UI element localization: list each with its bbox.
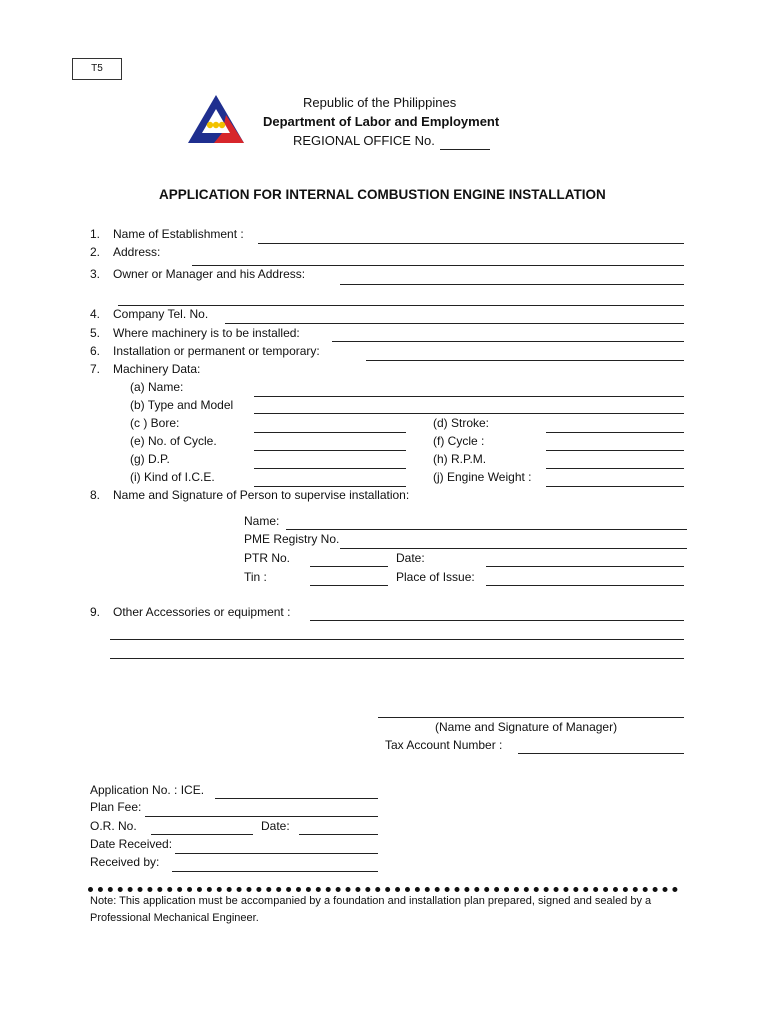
dole-logo — [186, 93, 246, 145]
label-establishment: Name of Establishment : — [113, 227, 244, 241]
tax-account-field[interactable] — [518, 753, 684, 754]
label-tel: Company Tel. No. — [113, 307, 209, 321]
or-date-field[interactable] — [299, 834, 378, 835]
label-owner: Owner or Manager and his Address: — [113, 267, 306, 281]
form-code-box — [72, 58, 122, 80]
establishment-field[interactable] — [258, 243, 684, 244]
accessories-field-3[interactable] — [110, 658, 684, 659]
no-of-cycle-field[interactable] — [254, 450, 406, 451]
machine-name-field[interactable] — [254, 396, 684, 397]
item-number: 9. — [90, 605, 101, 619]
label-machinery-data: Machinery Data: — [113, 362, 201, 376]
label-stroke: (d) Stroke: — [433, 416, 490, 430]
application-no-field[interactable] — [215, 798, 378, 799]
plan-fee-field[interactable] — [145, 816, 378, 817]
item-number: 5. — [90, 326, 101, 340]
accessories-field[interactable] — [310, 620, 684, 621]
label-supervisor: Name and Signature of Person to supervise installation: — [113, 488, 410, 502]
logo-dot — [219, 122, 225, 128]
item-number: 4. — [90, 307, 101, 321]
received-by-field[interactable] — [172, 871, 378, 872]
label-dp: (g) D.P. — [130, 452, 170, 466]
form-code: T5 — [91, 63, 103, 74]
bore-field[interactable] — [254, 432, 406, 433]
tel-field[interactable] — [225, 323, 684, 324]
supervisor-name-field[interactable] — [286, 529, 687, 530]
item-number: 3. — [90, 267, 101, 281]
label-ptr-no: PTR No. — [244, 551, 291, 565]
item-number: 6. — [90, 344, 101, 358]
item-number: 2. — [90, 245, 101, 259]
regional-office-field[interactable] — [440, 149, 490, 150]
ptr-date-field[interactable] — [486, 566, 684, 567]
header-department: Department of Labor and Employment — [263, 114, 500, 129]
owner-field[interactable] — [340, 284, 684, 285]
label-place-of-issue: Place of Issue: — [396, 570, 475, 584]
tin-field[interactable] — [310, 585, 388, 586]
label-machine-name: (a) Name: — [130, 380, 184, 394]
header-regional-office: REGIONAL OFFICE No. — [293, 133, 435, 148]
label-machinery-location: Where machinery is to be installed: — [113, 326, 300, 340]
cycle-field[interactable] — [546, 450, 684, 451]
label-or-date: Date: — [261, 819, 290, 833]
label-pme-registry: PME Registry No. — [244, 532, 340, 546]
label-accessories: Other Accessories or equipment : — [113, 605, 291, 619]
item-number: 8. — [90, 488, 101, 502]
machinery-location-field[interactable] — [332, 341, 684, 342]
label-bore: (c ) Bore: — [130, 416, 180, 430]
footer-note: Note: This application must be accompanied by a foundation and installation plan prepared, signed and sealed by a Professional Mechanical Engineer. — [90, 895, 652, 924]
date-received-field[interactable] — [175, 853, 378, 854]
kind-ice-field[interactable] — [254, 486, 406, 487]
pme-registry-field[interactable] — [340, 548, 687, 549]
label-ptr-date: Date: — [396, 551, 425, 565]
type-model-field[interactable] — [254, 413, 684, 414]
label-cycle: (f) Cycle : — [433, 434, 485, 448]
label-supervisor-name: Name: — [244, 514, 280, 528]
form-title: APPLICATION FOR INTERNAL COMBUSTION ENGINE INSTALLATION — [159, 187, 606, 202]
header-republic: Republic of the Philippines — [303, 95, 457, 110]
label-tin: Tin : — [244, 570, 267, 584]
label-plan-fee: Plan Fee: — [90, 800, 142, 814]
address-field[interactable] — [192, 265, 684, 266]
logo-dot — [207, 122, 213, 128]
or-no-field[interactable] — [151, 834, 253, 835]
label-address: Address: — [113, 245, 161, 259]
rpm-field[interactable] — [546, 468, 684, 469]
engine-weight-field[interactable] — [546, 486, 684, 487]
item-number: 7. — [90, 362, 101, 376]
item-number: 1. — [90, 227, 101, 241]
place-of-issue-field[interactable] — [486, 585, 684, 586]
installation-type-field[interactable] — [366, 360, 684, 361]
dp-field[interactable] — [254, 468, 406, 469]
label-received-by: Received by: — [90, 855, 160, 869]
stroke-field[interactable] — [546, 432, 684, 433]
accessories-field-2[interactable] — [110, 639, 684, 640]
label-kind-ice: (i) Kind of I.C.E. — [130, 470, 215, 484]
dotted-separator — [88, 887, 678, 892]
ptr-no-field[interactable] — [310, 566, 388, 567]
label-manager-signature: (Name and Signature of Manager) — [435, 720, 618, 734]
label-type-model: (b) Type and Model — [130, 398, 234, 412]
logo-dot — [213, 122, 219, 128]
label-engine-weight: (j) Engine Weight : — [433, 470, 532, 484]
label-installation-type: Installation or permanent or temporary: — [113, 344, 320, 358]
label-or-no: O.R. No. — [90, 819, 137, 833]
manager-signature-field[interactable] — [378, 717, 684, 718]
label-rpm: (h) R.P.M. — [433, 452, 487, 466]
label-date-received: Date Received: — [90, 837, 173, 851]
label-application-no: Application No. : ICE. — [90, 783, 205, 797]
owner-address-field[interactable] — [118, 305, 684, 306]
label-no-of-cycle: (e) No. of Cycle. — [130, 434, 217, 448]
label-tax-account: Tax Account Number : — [385, 738, 503, 752]
